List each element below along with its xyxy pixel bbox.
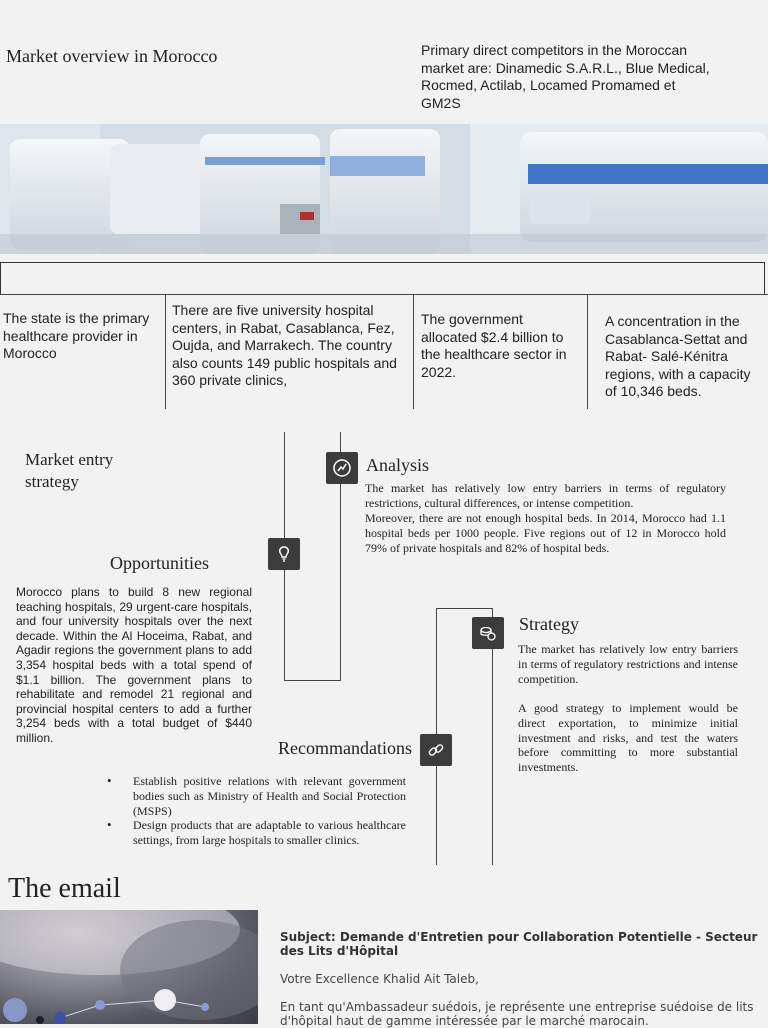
analysis-text-1: The market has relatively low entry barriers in terms of regulatory restrictions, cultural differences, or intense competition. (365, 481, 726, 510)
email-greeting: Votre Excellence Khalid Ait Taleb, (280, 972, 479, 986)
chart-gauge-icon (326, 452, 358, 484)
banner-box (0, 262, 765, 295)
chart-gauge-icon-glyph (332, 458, 352, 478)
page-title: Market overview in Morocco (6, 46, 218, 66)
opportunities-text: Morocco plans to build 8 new regional teaching hospitals, 29 urgent-care hospitals, and four university hospitals over the next decade. Within the Al Hoceima, Rabat, and Agadir regions the government plans to add 3,354 hospital beds with a total spend of $1.1 billion. The government plans to rehabilitate and remodel 21 regional and provincial hospital centers to add a further 3,254 beds with a total budget of $440 million. (16, 585, 252, 745)
opportunities-title: Opportunities (110, 553, 209, 573)
fact-item: The government allocated $2.4 billion to the healthcare sector in 2022. (421, 311, 567, 380)
competitors-text: Primary direct competitors in the Moroccan market are: Dinamedic S.A.R.L., Blue Medical, Rocmed, Actilab, Locamed Promamed et GM2S (421, 42, 710, 111)
email-body (280, 930, 760, 1028)
recommandations-title: Recommandations (278, 738, 412, 758)
connector-line (284, 680, 341, 681)
network-graphic-illustration (0, 910, 258, 1024)
facts-divider-3 (587, 294, 588, 409)
fact-item: A concentration in the Casablanca-Settat and Rabat- Salé-Kénitra regions, with a capacity of 10,346 beds. (605, 313, 751, 399)
lightbulb-icon (268, 538, 300, 570)
facts-divider-2 (413, 294, 414, 409)
email-subject: Subject: Demande d'Entretien pour Collaboration Potentielle - Secteur des Lits d'Hôpital (280, 930, 758, 958)
fact-item: There are five university hospital centers, in Rabat, Casablanca, Fez, Oujda, and Marrakech. The country also counts 149 public hospitals and 360 private clinics, (172, 302, 397, 388)
strategy-title: Strategy (519, 614, 579, 634)
strategy-text-1: The market has relatively low entry barriers in terms of regulatory restrictions and intense competition. (518, 642, 738, 686)
strategy-text-2: A good strategy to implement would be direct exportation, to minimize initial investment and risks, and test the waters before committing to more substantial investments. (518, 701, 738, 775)
network-graphic-image (0, 910, 258, 1024)
hospital-beds-illustration (0, 124, 768, 254)
email-paragraph: En tant qu'Ambassadeur suédois, je représente une entreprise suédoise de lits d'hôpital haut de gamme intéressée par le marché marocain. (280, 1000, 754, 1028)
analysis-text-2: Moreover, there are not enough hospital beds. In 2014, Morocco had 1.1 hospital beds per 1000 people. Five regions out of 12 in Morocco hold 79% of private hospitals and 82% of hospital beds. (365, 511, 726, 555)
analysis-title: Analysis (366, 455, 429, 475)
coins-icon (472, 617, 504, 649)
coins-icon-glyph (478, 623, 498, 643)
lightbulb-icon-glyph (274, 544, 294, 564)
connector-line (436, 608, 493, 609)
entry-strategy-title: Market entry strategy (25, 450, 114, 491)
list-item: • Establish positive relations with relevant government bodies such as Ministry of Health and Social Protection (MSPS) (107, 774, 406, 818)
fact-item: The state is the primary healthcare provider in Morocco (3, 310, 150, 361)
recommandations-list (107, 774, 406, 848)
recommandations-list-box (107, 774, 406, 848)
list-item: • Design products that are adaptable to various healthcare settings, from large hospitals to smaller clinics. (107, 818, 406, 848)
hospital-beds-image (0, 124, 768, 254)
link-icon-glyph (426, 740, 446, 760)
facts-divider-1 (165, 294, 166, 409)
link-icon (420, 734, 452, 766)
facts-top-rule (0, 294, 768, 295)
email-section-title: The email (8, 873, 121, 904)
